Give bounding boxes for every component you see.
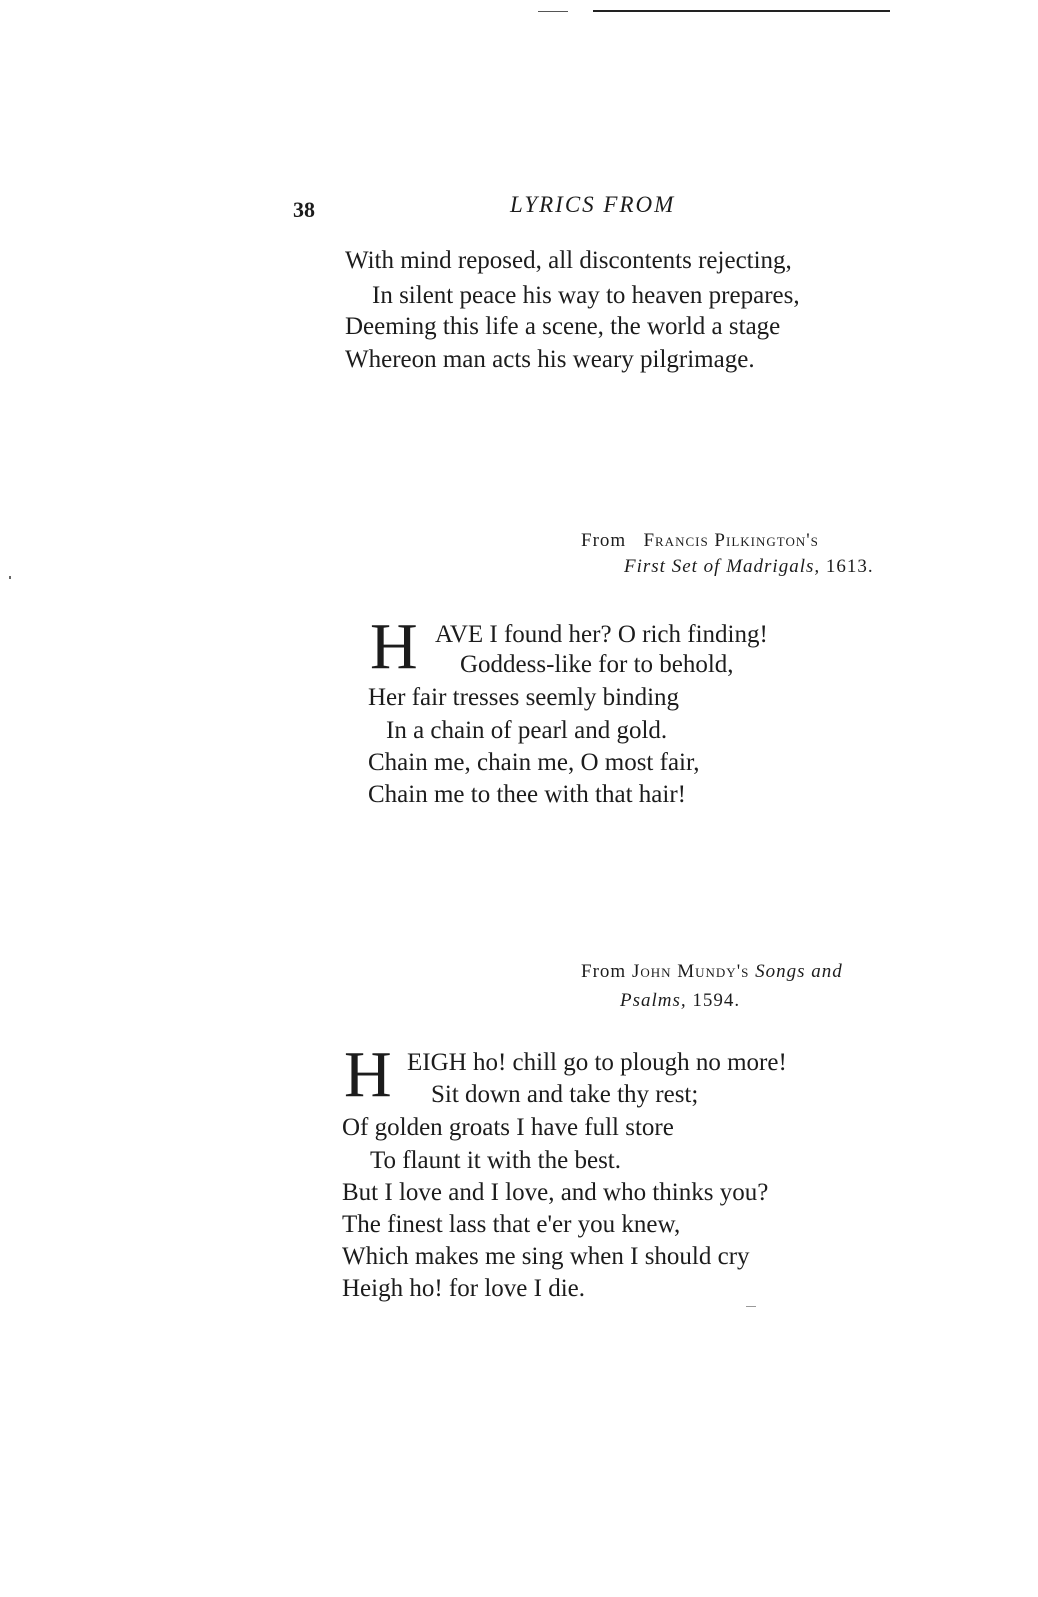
page-number: 38 [293,197,315,222]
attribution-line [581,962,843,981]
scan-speck [746,1306,756,1307]
top-rule-short [538,11,568,12]
poem-line: Her fair tresses seemly binding [368,684,680,711]
poem-line: In silent peace his way to heaven prepares, [372,282,800,309]
attribution-line [620,991,740,1010]
attribution-from: From [581,961,627,982]
poem-line: Of golden groats I have full store [342,1114,674,1141]
poem-line: Which makes me sing when I should cry [342,1243,750,1270]
attribution-line [581,531,819,550]
attribution-work: First Set of Madrigals, [624,556,821,577]
drop-cap: H [370,610,418,683]
poem-line: But I love and I love, and who thinks you? [342,1179,769,1206]
attribution-line [624,557,874,576]
attribution-from: From [581,530,627,551]
attribution-author: John Mundy's [631,961,750,982]
attribution-year: 1613. [825,556,874,577]
poem-line: EIGH ho! chill go to plough no more! [407,1049,787,1076]
poem-line: Heigh ho! for love I die. [342,1275,585,1302]
running-head: LYRICS FROM [510,192,676,217]
poem-line: Sit down and take thy rest; [431,1081,699,1108]
poem-line: Deeming this life a scene, the world a stage [345,313,781,340]
top-rule-long [593,10,890,12]
poem-line: Chain me, chain me, O most fair, [368,749,700,776]
poem-line: Whereon man acts his weary pilgrimage. [345,346,755,373]
poem-line: To flaunt it with the best. [370,1147,621,1174]
poem-line: With mind reposed, all discontents rejecting, [345,247,792,274]
poem-line: Chain me to thee with that hair! [368,781,686,808]
poem-line: The finest lass that e'er you knew, [342,1211,681,1238]
poem-line: Goddess-like for to behold, [460,651,734,678]
attribution-work: Songs and [755,961,843,982]
drop-cap: H [344,1038,392,1111]
poem-line: AVE I found her? O rich finding! [435,621,768,648]
scan-speck [9,576,11,579]
attribution-author: Francis Pilkington's [643,530,819,551]
attribution-work: Psalms, [620,990,687,1011]
poem-line: In a chain of pearl and gold. [386,717,668,744]
attribution-year: 1594. [692,990,741,1011]
